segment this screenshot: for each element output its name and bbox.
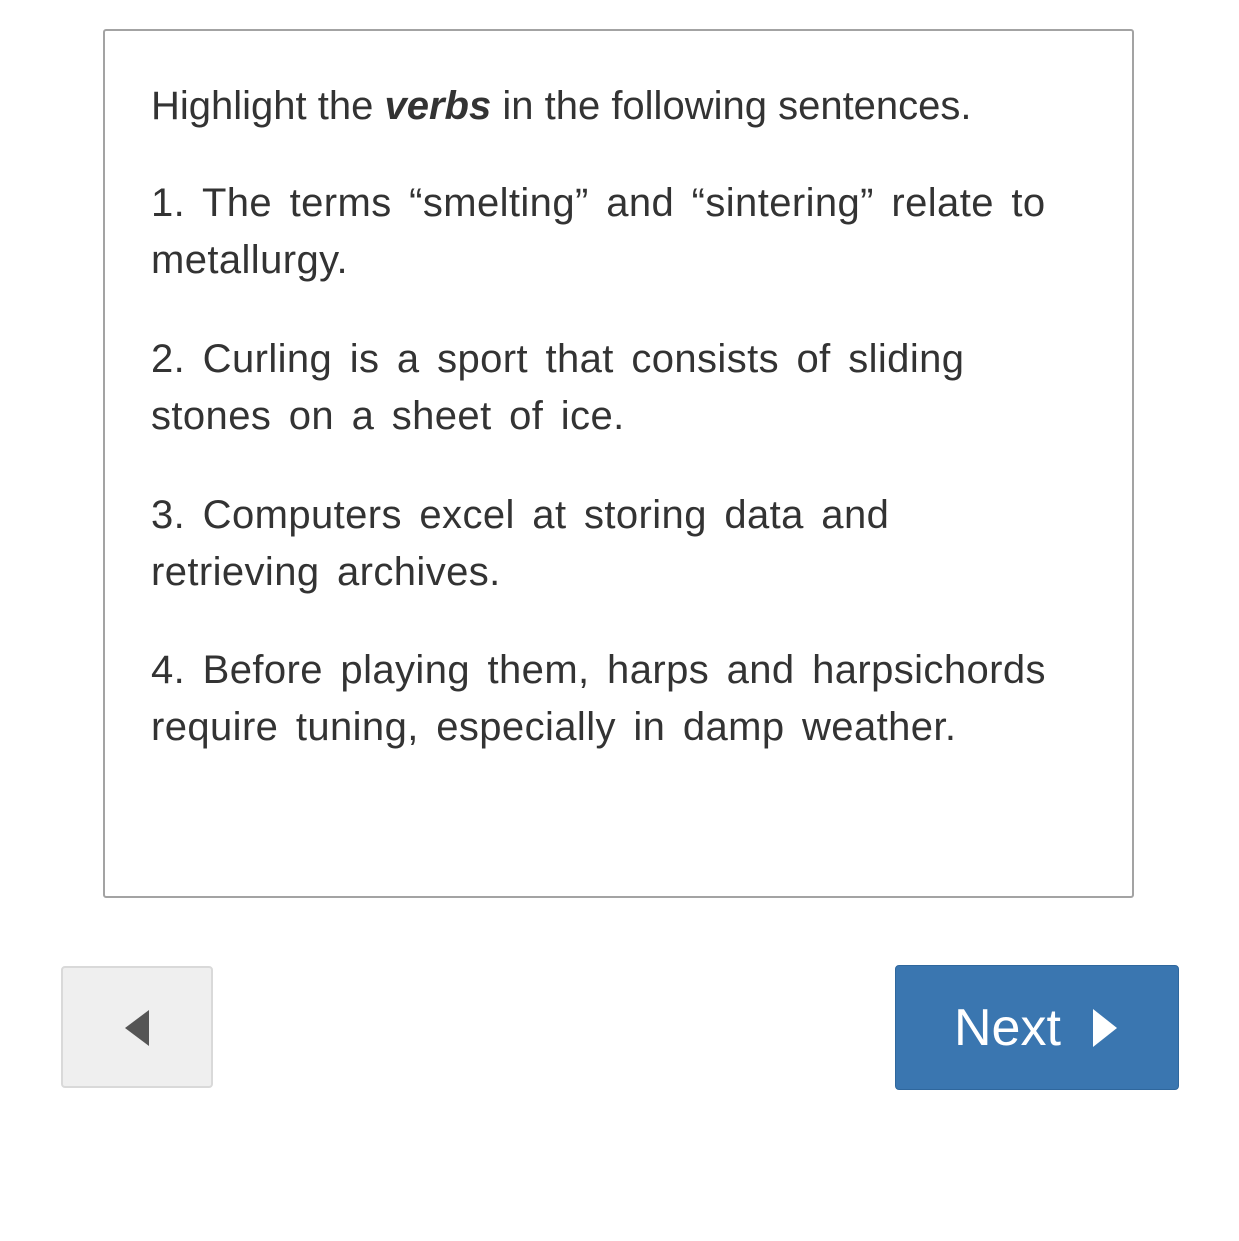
instruction-before: Highlight the [151,84,385,128]
instruction-text [151,81,972,131]
question-card [103,29,1134,898]
triangle-left-icon [125,1010,149,1046]
triangle-right-icon [1093,1009,1117,1047]
previous-button[interactable] [61,966,213,1088]
sentence-3[interactable]: 3. Computers excel at storing data and retrieving archives. [151,493,890,594]
instruction-keyword: verbs [384,84,492,128]
next-button-label: Next [954,999,1061,1057]
sentence-4[interactable]: 4. Before playing them, harps and harpsichords require tuning, especially in damp weather. [151,648,1046,749]
sentence-1[interactable]: 1. The terms “smelting” and “sintering” relate to metallurgy. [151,181,1046,282]
next-button[interactable] [895,965,1179,1090]
sentence-2[interactable]: 2. Curling is a sport that consists of sliding stones on a sheet of ice. [151,337,965,438]
instruction-after: in the following sentences. [491,84,972,128]
